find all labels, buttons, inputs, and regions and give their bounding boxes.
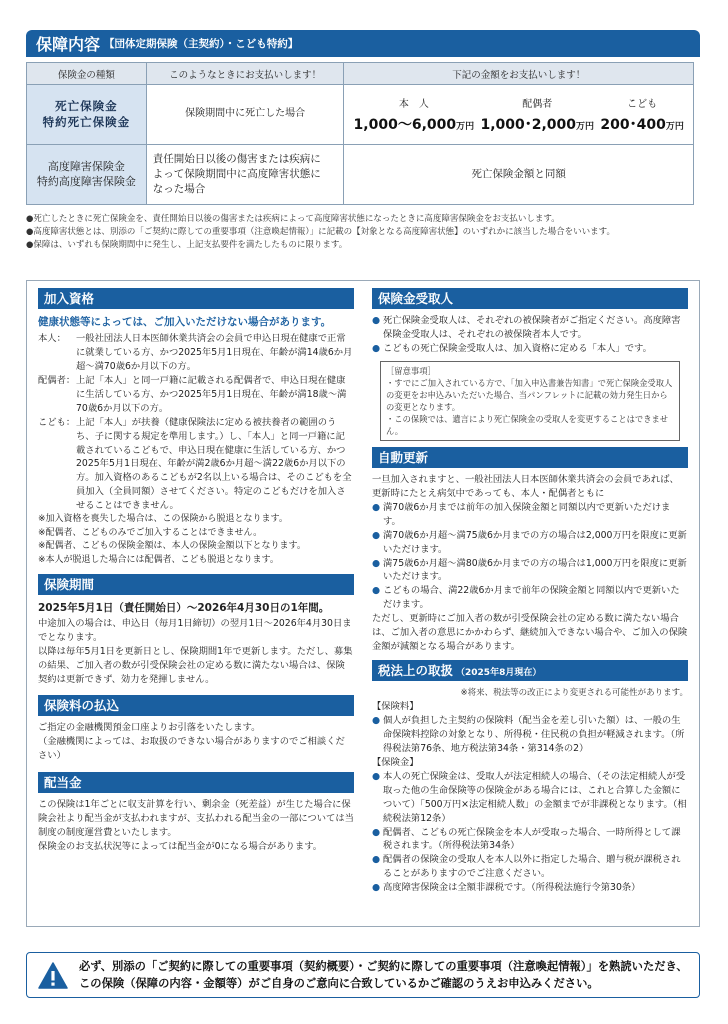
beneficiary-note-item: ・すでにご加入されている方で、「加入申込書兼告知書」で死亡保険金受取人の変更をお申込みいただいた場合、当パンフレットに記載の効力発生日からの変更となります。 [386, 377, 673, 412]
footer-text [79, 958, 688, 993]
amount-self-unit: 万円 [456, 122, 475, 132]
dividend-title: 配当金 [38, 772, 354, 793]
col-header-amount: 下記の金額をお支払いします！ [344, 63, 694, 85]
bullet-icon: ● [372, 826, 381, 838]
dividend-para-1: この保険は1年ごとに収支計算を行い、剰余金（死差益）が生じた場合に保険会社より配当金が支払われますが、支払われる配当金の一部については当制度の制度運営費といたします。 [38, 798, 354, 838]
bullet-icon: ● [372, 770, 381, 782]
period-para-2: 以降は毎年5月1日を更新日とし、保険期間1年で更新します。ただし、募集の結果、ご加入者の数が引受保険会社の定める数に満たない場合は、保険契約は更新できず、効力を発揮しません。 [38, 646, 353, 685]
renewal-bullet [372, 557, 688, 585]
amount-spouse-label: 配偶者 [522, 99, 553, 110]
coverage-notes [26, 213, 716, 253]
bullet-icon: ● [372, 342, 381, 354]
amount-spouse-value: 1,000･2,000 [480, 117, 577, 133]
left-column [38, 288, 354, 853]
row-death-type-2: 特約死亡保険金 [42, 114, 131, 129]
bullet-icon: ● [372, 529, 381, 541]
amount-self-value: 1,000〜6,000 [353, 117, 457, 133]
eligibility-key: 本人： [38, 333, 66, 344]
amount-child-label: こども [627, 99, 658, 110]
row-disability-condition [146, 145, 344, 205]
renewal-bullet-text: 満70歳6か月超〜満75歳6か月までの方の場合は2,000万円を限度に更新いただけます。 [383, 529, 687, 555]
col-header-condition: このようなときにお支払いします！ [146, 63, 344, 85]
row-disability-type-1: 高度障害保険金 [47, 159, 125, 173]
period-main: 2025年5月1日（責任開始日）〜2026年4月30日の1年間。 [38, 602, 330, 615]
bullet-icon: ● [372, 501, 381, 513]
dividend-para-2: 保険金のお支払状況等によっては配当金が0になる場合があります。 [38, 840, 323, 852]
coverage-header-row [27, 63, 694, 85]
coverage-row-death [27, 85, 694, 145]
tax-benefit-bullet [372, 881, 688, 895]
row-disability-type-2: 特約高度障害保険金 [36, 174, 136, 188]
period-title: 保険期間 [38, 574, 354, 595]
eligibility-subtitle: 健康状態等によっては、ご加入いただけない場合があります。 [38, 316, 332, 328]
tax-benefit-bullet-text: 配偶者の保険金の受取人を本人以外に指定した場合、贈与税が課税されることがありますのでご注意ください。 [383, 854, 681, 880]
coverage-row-disability [27, 145, 694, 205]
renewal-bullet [372, 501, 688, 529]
bullet-icon: ● [372, 315, 381, 326]
row-death-type-1: 死亡保険金 [55, 98, 118, 113]
eligibility-row-child [38, 416, 354, 514]
beneficiary-note-box [380, 361, 680, 441]
beneficiary-bullet-text: こどもの死亡保険金受取人は、加入資格に定める「本人」です。 [383, 342, 652, 354]
beneficiary-note-title: ［留意事項］ [386, 365, 436, 376]
eligibility-text: 一般社団法人日本医師休業共済会の会員で申込日現在健康で正常に就業している方、かつ2025年5月1日現在、年齢が満14歳6か月超〜満70歳6か月以下の方。 [76, 333, 353, 372]
warning-icon [27, 962, 79, 989]
bullet-icon: ● [372, 585, 381, 597]
tax-title-note: （2025年8月現在） [456, 668, 542, 679]
eligibility-note: ※加入資格を喪失した場合は、この保険から脱退となります。 [38, 514, 288, 525]
coverage-subtitle: 【団体定期保険（主契約）・こども特約】 [104, 38, 299, 50]
renewal-intro: 一旦加入されますと、一般社団法人日本医師休業共済会の会員であれば、更新時にたとえ病気中であっても、本人・配偶者ともに [372, 473, 679, 499]
row-disability-condition-1: 責任開始日以後の傷害または疾病に [152, 152, 321, 165]
beneficiary-bullet-text: 死亡保険金受取人は、それぞれの被保険者がご指定ください。高度障害保険金受取人は、それぞれの被保険者本人です。 [383, 315, 681, 340]
premium-para-2: （金融機関によっては、お取扱のできない場合がありますのでご相談ください） [38, 735, 345, 761]
eligibility-row-spouse [38, 374, 354, 416]
amount-child-value: 200･400 [600, 117, 666, 133]
amount-child-unit: 万円 [665, 122, 684, 132]
tax-benefit-bullet-text: 配偶者、こどもの死亡保険金を本人が受取った場合、一時所得として課税されます。（所得税法第34条） [383, 826, 681, 852]
eligibility-note: ※配偶者、こどものみでご加入することはできません。 [38, 527, 263, 538]
amount-spouse-unit: 万円 [576, 122, 595, 132]
row-disability-condition-3: なった場合 [152, 183, 206, 196]
tax-premium-label: 【保険料】 [372, 701, 419, 713]
beneficiary-title: 保険金受取人 [372, 288, 688, 309]
bullet-icon: ● [372, 882, 381, 894]
row-disability-amount: 死亡保険金額と同額 [344, 145, 694, 205]
coverage-table [26, 62, 694, 205]
amount-child [600, 95, 683, 134]
renewal-bullet-text: 満75歳6か月超〜満80歳6か月までの方の場合は1,000万円を限度に更新いただけます。 [383, 557, 687, 583]
footer-line-2: この保険（保障の内容・金額等）がご自身のご意向に合致しているかご確認のうえお申込みください。 [79, 977, 599, 990]
renewal-bullet-text: こどもの場合、満22歳6か月まで前年の保険金額と同額以内で更新いただけます。 [383, 585, 680, 611]
row-death-condition: 保険期間中に死亡した場合 [146, 85, 344, 145]
tax-benefit-bullet [372, 770, 688, 826]
eligibility-title: 加入資格 [38, 288, 354, 309]
coverage-header [26, 30, 700, 57]
coverage-title: 保障内容 [36, 35, 101, 54]
eligibility-text: 上記「本人」と同一戸籍に記載される配偶者で、申込日現在健康に生活している方、かつ2025年5月1日現在、年齢が満18歳〜満70歳6か月以下の方。 [76, 374, 347, 414]
tax-premium-bullet-text: 個人が負担した主契約の保険料（配当金を差し引いた額）は、一般の生命保険料控除の対象となり、所得税・住民税の負担が軽減されます。（所得税法第76条、地方税法第34条・第314条の2） [383, 715, 685, 754]
eligibility-text: 上記「本人」が扶養（健康保険法に定める被扶養者の範囲のうち、子に関する規定を準用します。）し、「本人」と同一戸籍に記載されているこどもで、申込日現在健康に生活している方、かつ2025年5月1日現在、年齢が満2歳6か月超〜満22歳6か月以下の方。加入資格のあるこどもが2名以上いる場合は、そのこどもを全員加入（全員同額）させてください。特定のこどもだけを加入させることはできません。 [76, 416, 352, 512]
renewal-bullet [372, 584, 688, 612]
row-death-amounts [344, 85, 694, 145]
footer-line-1: 必ず、別添の「ご契約に際しての重要事項（契約概要）・ご契約に際しての重要事項（注意喚起情報）」を熟読いただき、 [79, 959, 688, 973]
row-disability-condition-2: よって保険期間中に高度障害状態に [152, 167, 321, 180]
eligibility-note: ※本人が脱退した場合には配偶者、こども脱退となります。 [38, 554, 279, 565]
tax-benefit-bullet-text: 高度障害保険金は全額非課税です。（所得税法施行令第30条） [383, 882, 641, 894]
renewal-bullet [372, 529, 688, 557]
beneficiary-note-item: ・この保険では、遺言により死亡保険金の受取人を変更することはできません。 [386, 413, 669, 436]
tax-premium-bullet [372, 714, 688, 756]
beneficiary-bullet [372, 342, 688, 356]
renewal-title: 自動更新 [372, 447, 688, 468]
tax-title: 税法上の取扱 [378, 663, 454, 679]
right-column [372, 288, 688, 895]
renewal-outro: ただし、更新時にご加入者の数が引受保険会社の定める数に満たない場合は、ご加入者の意思にかかわらず、継続加入できない場合や、ご加入の保険金額が減額となる場合があります。 [372, 613, 688, 653]
tax-benefit-bullet [372, 853, 688, 881]
row-death-type [27, 85, 147, 145]
amount-self [354, 95, 475, 134]
renewal-bullet-text: 満70歳6か月までは前年の加入保険金額と同額以内で更新いただけます。 [383, 501, 671, 527]
period-para-1: 中途加入の場合は、申込日（毎月1日締切）の翌月1日〜2026年4月30日までとなります。 [38, 618, 352, 644]
eligibility-row-self [38, 332, 354, 374]
bullet-icon: ● [372, 715, 381, 727]
footer-warning [26, 952, 700, 998]
row-disability-type [27, 145, 147, 205]
coverage-note: ●保障は、いずれも保険期間中に発生し、上記支払要件を満たしたものに限ります。 [26, 240, 348, 251]
tax-caveat: ※将来、税法等の改正により変更される可能性があります。 [460, 688, 688, 699]
eligibility-note: ※配偶者、こどもの保険金額は、本人の保険金額以下となります。 [38, 541, 306, 552]
tax-benefit-bullet-text: 本人の死亡保険金は、受取人が法定相続人の場合、（その法定相続人が受取った他の生命保険等の保険金がある場合には、これと合算した金額について）「500万円×法定相続人数」の金額までが非課税となります。（相続税法第12条） [383, 770, 687, 824]
eligibility-key: 配偶者： [38, 374, 76, 386]
amount-spouse [480, 95, 594, 134]
coverage-note: ●高度障害状態とは、別添の「ご契約に際しての重要事項（注意喚起情報）」に記載の【対象となる高度障害状態】のいずれかに該当した場合をいいます。 [26, 227, 615, 238]
premium-para-1: ご指定の金融機関預金口座よりお引落をいたします。 [38, 721, 261, 733]
beneficiary-bullet [372, 314, 688, 342]
amount-self-label: 本 人 [398, 99, 429, 110]
tax-benefit-label: 【保険金】 [372, 756, 419, 768]
coverage-note: ●死亡したときに死亡保険金を、責任開始日以後の傷害または疾病によって高度障害状態になったときに高度障害保険金をお支払いします。 [26, 214, 560, 224]
eligibility-key: こども： [38, 416, 76, 428]
tax-benefit-bullet [372, 826, 688, 854]
premium-title: 保険料の払込 [38, 695, 354, 716]
bullet-icon: ● [372, 854, 381, 866]
bullet-icon: ● [372, 557, 381, 569]
col-header-type: 保険金の種類 [27, 63, 147, 85]
tax-title-bar [372, 660, 688, 681]
